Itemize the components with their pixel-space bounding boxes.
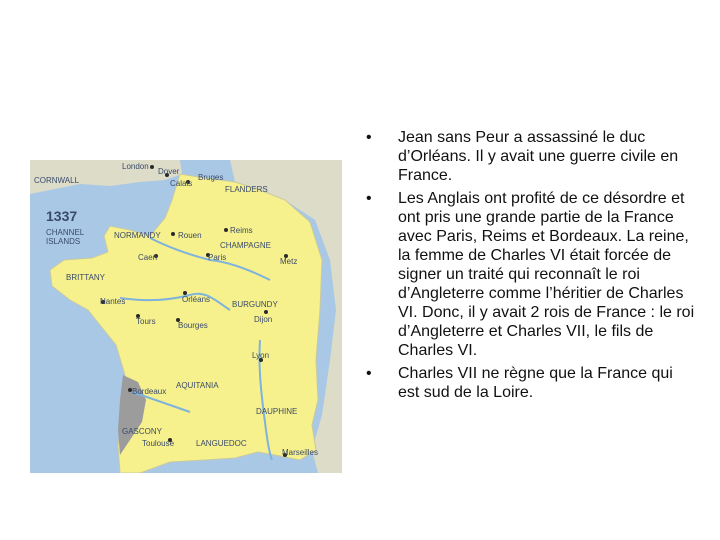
map-label-rouen: Rouen — [178, 231, 202, 240]
map-label-channel-islands-1: CHANNEL — [46, 228, 85, 237]
map-label-marseilles: Marseilles — [282, 448, 319, 457]
map-label-normandy: NORMANDY — [114, 231, 161, 240]
map-label-cornwall: CORNWALL — [34, 176, 80, 185]
map-label-champagne: CHAMPAGNE — [220, 241, 271, 250]
bullet-list — [358, 128, 698, 406]
map-label-bordeaux: Bordeaux — [132, 387, 167, 396]
map-label-brittany: BRITTANY — [66, 273, 105, 282]
bullet-item — [358, 189, 698, 360]
bullet-item — [358, 364, 698, 402]
map-label-nantes: Nantes — [100, 297, 126, 306]
map-label-lyon: Lyon — [252, 351, 270, 360]
bullet-dot: • — [366, 365, 372, 382]
bullet-text: Les Anglais ont profité de ce désordre et ont pris une grande partie de la France avec Paris, Reims et Bordeaux. La reine, la femme de Charles VI était forcée de signer un traité qui reconnaît le roi d’Angleterre comme l’héritier de Charles VI. Donc, il y avait 2 rois de France : le roi d’Angleterre et Charles VII, le fils de Charles VI. — [398, 190, 695, 359]
map-label-metz: Metz — [280, 257, 298, 266]
bullet-text: Jean sans Peur a assassiné le duc d’Orléans. Il y avait une guerre civile en France. — [398, 129, 679, 184]
map-label-toulouse: Toulouse — [142, 439, 175, 448]
map-label-orleans: Orléans — [182, 295, 211, 304]
map-label-reims: Reims — [230, 226, 253, 235]
map-label-flanders: FLANDERS — [225, 185, 268, 194]
france-map-1337 — [30, 160, 342, 473]
map-image — [30, 160, 342, 473]
map-label-aquitania: AQUITANIA — [176, 381, 219, 390]
map-year: 1337 — [46, 208, 78, 224]
map-label-tours: Tours — [136, 317, 156, 326]
bullet-text: Charles VII ne règne que la France qui est sud de la Loire. — [398, 365, 673, 401]
bullet-dot: • — [366, 190, 372, 207]
map-label-bourges: Bourges — [178, 321, 208, 330]
map-label-languedoc: LANGUEDOC — [196, 439, 247, 448]
bullet-dot: • — [366, 129, 372, 146]
map-label-gascony: GASCONY — [122, 427, 163, 436]
map-label-channel-islands-2: ISLANDS — [46, 237, 81, 246]
bullet-item — [358, 128, 698, 185]
map-label-caen: Caen — [138, 253, 158, 262]
map-label-dauphine: DAUPHINE — [256, 407, 298, 416]
map-label-bruges: Bruges — [198, 173, 224, 182]
map-label-paris: Paris — [208, 253, 227, 262]
map-label-dover: Dover — [158, 167, 180, 176]
map-label-dijon: Dijon — [254, 315, 273, 324]
map-label-london: London — [122, 162, 149, 171]
map-label-burgundy: BURGUNDY — [232, 300, 278, 309]
map-label-calais: Calais — [170, 179, 193, 188]
